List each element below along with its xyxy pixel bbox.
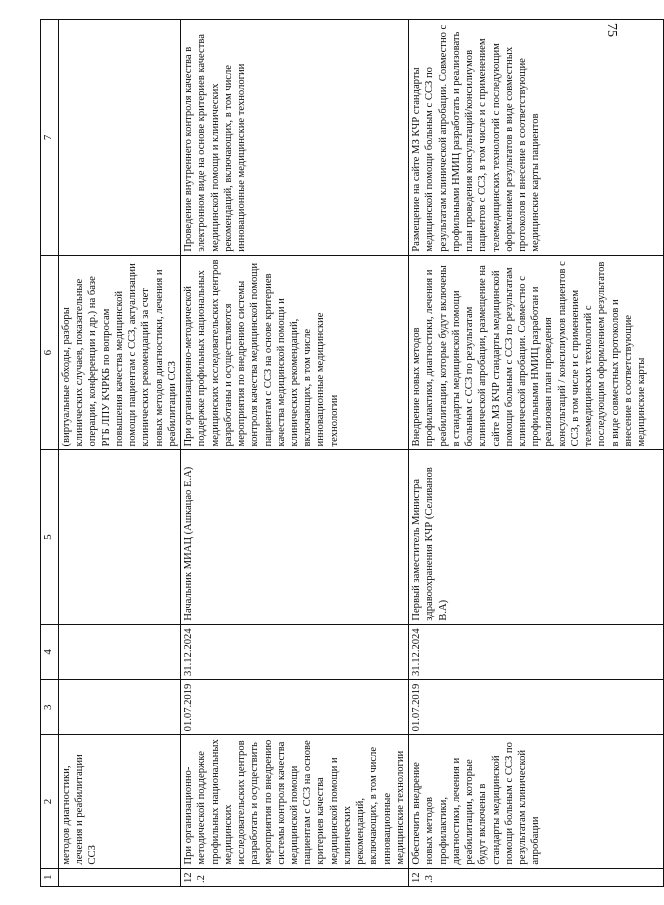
header-cell: 5 — [41, 450, 59, 624]
task-cell: При организационно-методической поддержке профильных национальных медицинских исследовательских центров разработать и осуществить мероприятия по внедрению системы контроля качества медицинской помощи пациентам с ССЗ на основе критериев качества медицинской помощи и клинических рекомендаций, включающих, в том числе инновационные медицинские технологии — [181, 735, 409, 868]
task-cell: Обеспечить внедрение новых методов профилактики, диагностики, лечения и реабилитации, которые будут включены в стандарты медицинской помощи больным с ССЗ по результатам клинической апробации — [409, 735, 664, 868]
start-date: 01.07.2019 — [181, 680, 409, 735]
indicator-cell — [59, 20, 181, 256]
responsible-cell: Первый заместитель Министра здравоохранения КЧР (Селиванов В.А) — [409, 450, 664, 624]
table-row — [409, 20, 664, 887]
row-number: 12.3 — [409, 868, 664, 886]
end-date: 31.12.2024 — [181, 624, 409, 679]
responsible-cell: Начальник МИАЦ (Ашкацао Е.А) — [181, 450, 409, 624]
header-cell: 7 — [41, 20, 59, 256]
end-date — [59, 624, 181, 679]
header-cell: 6 — [41, 255, 59, 450]
table-row — [181, 20, 409, 887]
start-date — [59, 680, 181, 735]
header-cell: 3 — [41, 680, 59, 735]
responsible-cell — [59, 450, 181, 624]
header-row — [41, 20, 59, 887]
result-cell: (виртуальные обходы, разборы клинических случаев, показательные операции, конференции и др.) на базе РГБ ЛПУ КЧРКБ по вопросам повышения качества медицинской помощи пациентам с ССЗ, актуализации клинических рекомендаций за счет новых методов диагностики, лечения и реабилитации ССЗ — [59, 255, 181, 450]
end-date: 31.12.2024 — [409, 624, 664, 679]
result-cell: При организационно-методической поддержке профильных национальных медицинских исследовательских центров разработаны и осуществляются мероприятия по внедрению системы контроля качества медицинской помощи пациентам с ССЗ на основе критериев качества медицинской помощи и клинических рекомендаций, включающих, в том числе инновационные медицинские технологии — [181, 255, 409, 450]
indicator-cell: Проведение внутреннего контроля качества в электронном виде на основе критериев качества медицинской помощи и клинических рекомендаций, включающих, в том числе инновационные медицинские технологии — [181, 20, 409, 256]
header-cell: 4 — [41, 624, 59, 679]
plan-table — [40, 19, 664, 887]
indicator-cell: Размещение на сайте МЗ КЧР стандарты медицинской помощи больным с ССЗ по результатам клинической апробации. Совместно с профильными НМИЦ разработать и реализовать план проведения консультаций/консилиумов пациентов с ССЗ, в том числе и с применением телемедицинских технологий с последующим оформлением результатов в виде совместных протоколов и внесение в соответствующие медицинские карты пациентов — [409, 20, 664, 256]
page-number: 75 — [604, 23, 619, 37]
task-cell: методов диагностики, лечения и реабилитации ССЗ — [59, 735, 181, 868]
row-number — [59, 868, 181, 886]
table-row — [59, 20, 181, 887]
start-date: 01.07.2019 — [409, 680, 664, 735]
header-cell: 1 — [41, 868, 59, 886]
row-number: 12.2 — [181, 868, 409, 886]
result-cell: Внедрение новых методов профилактики, диагностики, лечения и реабилитации, которые будут включены в стандарты медицинской помощи больным с ССЗ по результатам клинической апробации, размещение на сайте МЗ КЧР стандарты медицинской помощи больным с ССЗ по результатам клинической апробации. Совместно с профильными НМИЦ разработан и реализован план проведения консультаций / консилиумов пациентов с ССЗ, в том числе и с применением телемедицинских технологий с последующим оформлением результатов в виде совместных протоколов и внесение в соответствующие медицинские карты — [409, 255, 664, 450]
header-cell: 2 — [41, 735, 59, 868]
